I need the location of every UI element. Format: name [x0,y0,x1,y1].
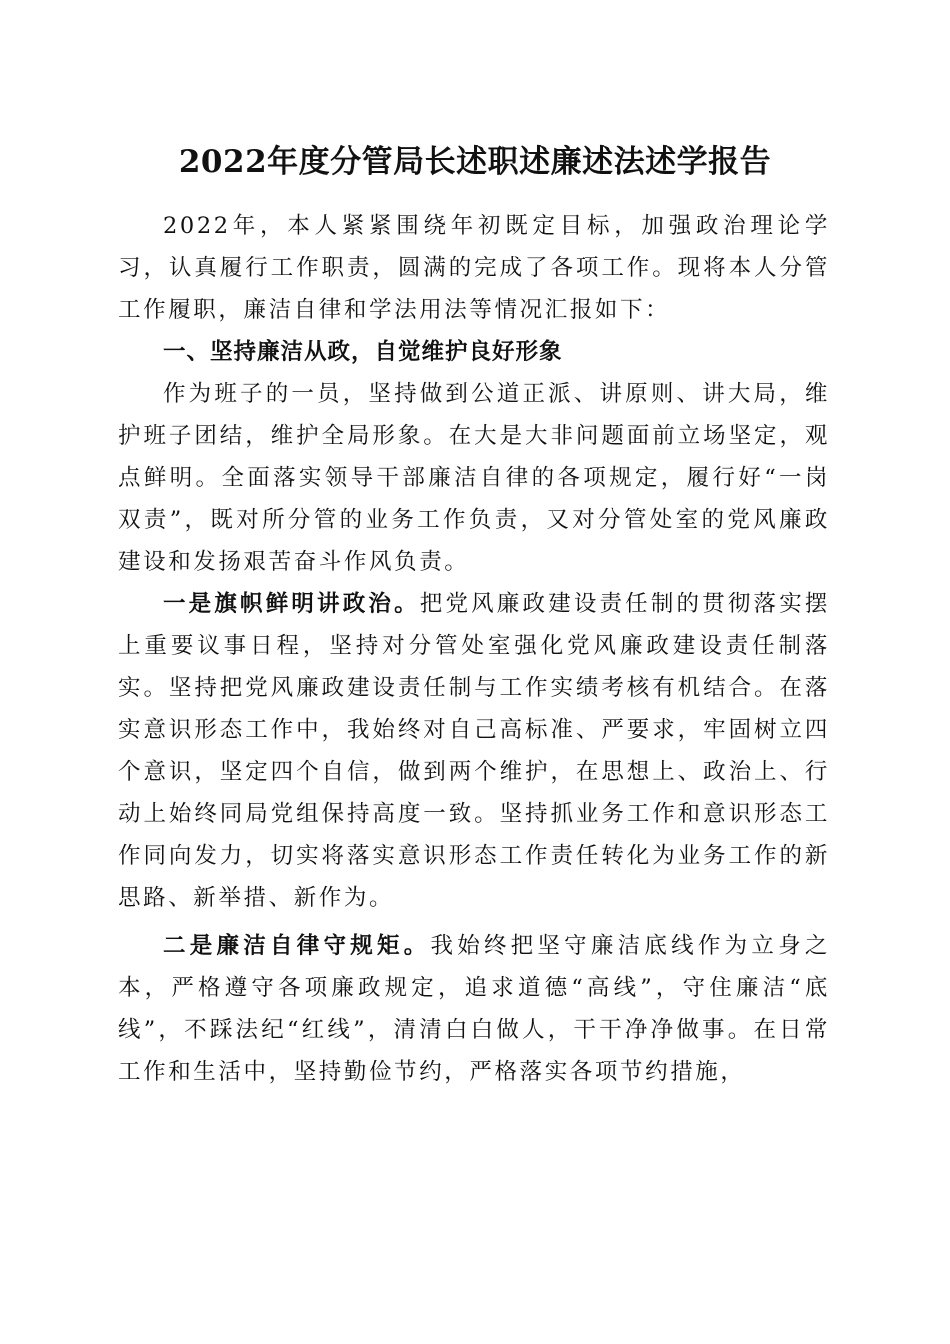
document-title: 2022年度分管局长述职述廉述法述学报告 [178,144,772,180]
point-2-lead: 二是廉洁自律守规矩。 [163,933,431,959]
point-1-text: 把党风廉政建设责任制的贯彻落实摆上重要议事日程，坚持对分管处室强化党风廉政建设责任制落实。坚持把党风廉政建设责任制与工作实绩考核有机结合。在落实意识形态工作中，我始终对自己高标准、严要求，牢固树立四个意识，坚定四个自信，做到两个维护，在思想上、政治上、行动上始终同局党组保持高度一致。坚持抓业务工作和意识形态工作同向发力，切实将落实意识形态工作责任转化为业务工作的新思路、新举措、新作为。 [118,591,830,911]
point-2-paragraph [118,925,830,1093]
intro-paragraph: 2022年，本人紧紧围绕年初既定目标，加强政治理论学习，认真履行工作职责，圆满的完成了各项工作。现将本人分管工作履职，廉洁自律和学法用法等情况汇报如下： [118,213,830,323]
point-1-paragraph [118,583,830,919]
section-1-paragraph: 作为班子的一员，坚持做到公道正派、讲原则、讲大局，维护班子团结，维护全局形象。在大是大非问题面前立场坚定，观点鲜明。全面落实领导干部廉洁自律的各项规定，履行好“一岗双责”，既对所分管的业务工作负责，又对分管处室的党风廉政建设和发扬艰苦奋斗作风负责。 [118,381,830,575]
point-1-lead: 一是旗帜鲜明讲政治。 [163,591,420,617]
section-heading-1: 一、坚持廉洁从政，自觉维护良好形象 [163,339,563,365]
document-body [118,205,830,1093]
point-2-text: 我始终把坚守廉洁底线作为立身之本，严格遵守各项廉政规定，追求道德“高线”，守住廉洁“底线”，不踩法纪“红线”，清清白白做人，干干净净做事。在日常工作和生活中，坚持勤俭节约，严格落实各项节约措施， [118,933,830,1085]
